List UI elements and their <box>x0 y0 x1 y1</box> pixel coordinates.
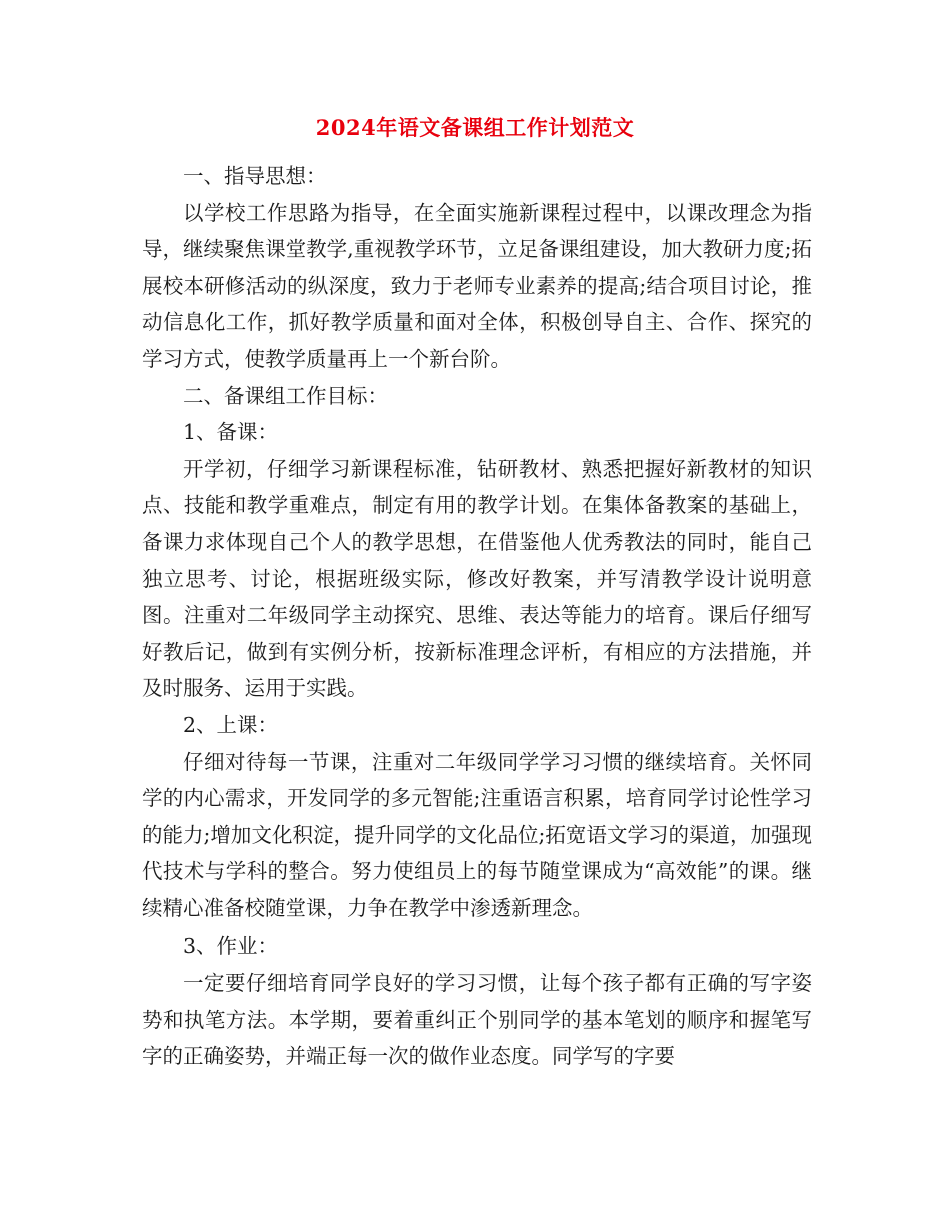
subheading-lesson-prep: 1、备课： <box>183 420 279 445</box>
paragraph-lesson-prep: 开学初，仔细学习新课程标准，钻研教材、熟悉把握好新教材的知识点、技能和教学重难点，制定有用的教学计划。在集体备教案的基础上，备课力求体现自己个人的教学思想，在借鉴他人优秀教法的同时，能自己独立思考、讨论，根据班级实际，修改好教案，并写清教学设计说明意图。注重对二年级同学主动探究、思维、表达等能力的培育。课后仔细写好教后记，做到有实例分析，按新标准理念评析，有相应的方法措施，并及时服务、运用于实践。 <box>142 456 812 701</box>
section-heading-work-goals: 二、备课组工作目标： <box>183 383 388 408</box>
subheading-homework: 3、作业： <box>183 934 279 959</box>
document-body <box>142 158 812 1075</box>
subheading-teaching: 2、上课： <box>183 712 279 737</box>
paragraph-teaching: 仔细对待每一节课，注重对二年级同学学习习惯的继续培育。关怀同学的内心需求，开发同学的多元智能;注重语言积累，培育同学讨论性学习的能力;增加文化积淀，提升同学的文化品位;拓宽语文学习的渠道，加强现代技术与学科的整合。努力使组员上的每节随堂课成为“高效能”的课。继续精心准备校随堂课，力争在教学中渗透新理念。 <box>142 749 812 920</box>
document-title: 2024年语文备课组工作计划范文 <box>315 115 635 140</box>
section-heading-guiding-ideology: 一、指导思想： <box>183 164 327 188</box>
paragraph-homework: 一定要仔细培育同学良好的学习习惯，让每个孩子都有正确的写字姿势和执笔方法。本学期，要着重纠正个别同学的基本笔划的顺序和握笔写字的正确姿势，并端正每一次的做作业态度。同学写的字要 <box>142 971 812 1069</box>
paragraph-guiding-ideology: 以学校工作思路为指导，在全面实施新课程过程中，以课改理念为指导，继续聚焦课堂教学,重视教学环节，立足备课组建设，加大教研力度;拓展校本研修活动的纵深度，致力于老师专业素养的提高;结合项目讨论，推动信息化工作，抓好教学质量和面对全体，积极创导自主、合作、探究的学习方式，使教学质量再上一个新台阶。 <box>142 200 812 371</box>
